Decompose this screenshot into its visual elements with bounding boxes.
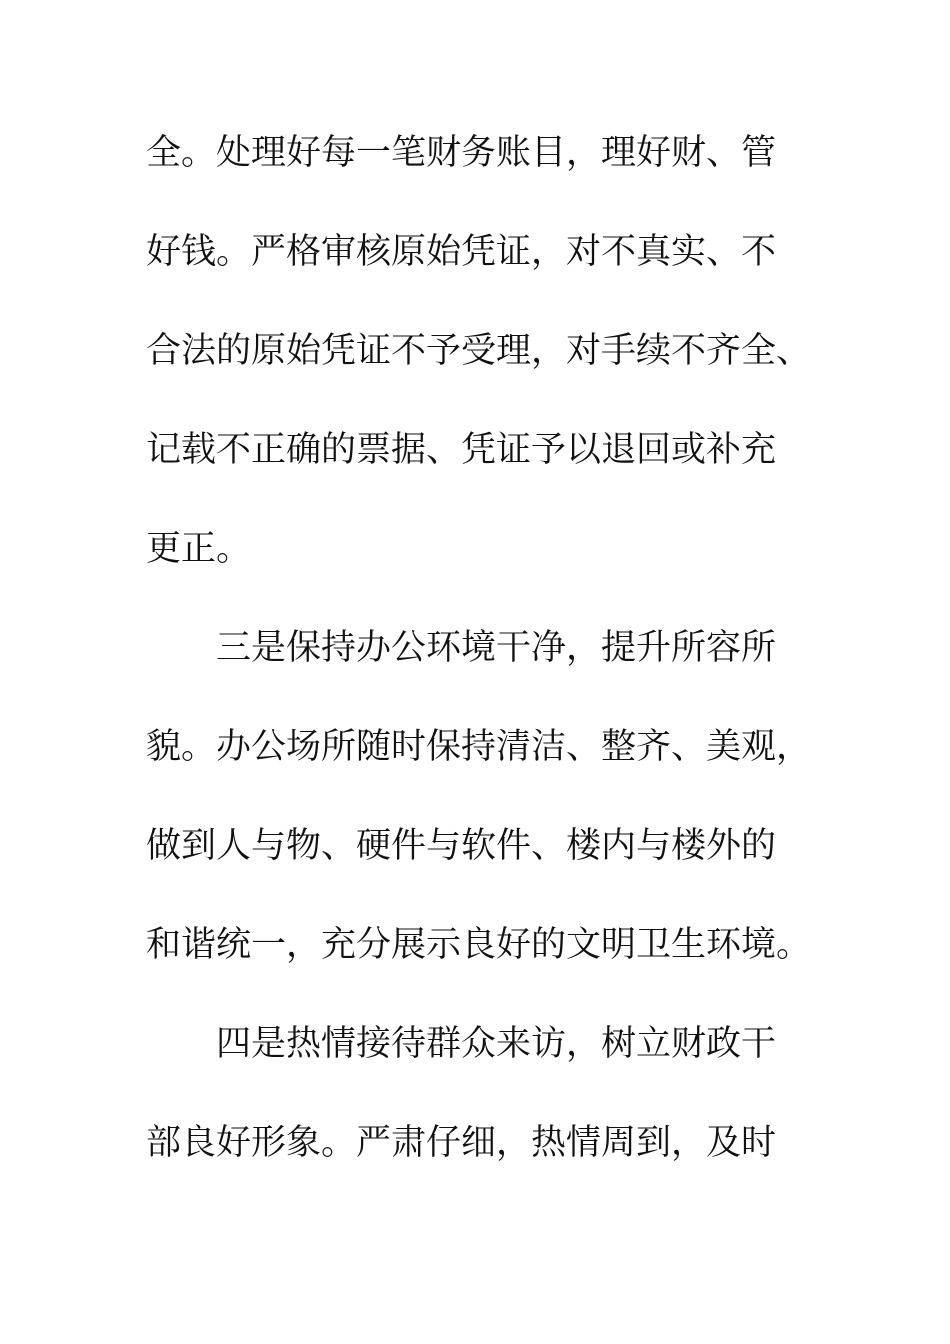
paragraph-start-line: 三是保持办公环境干净，提升所容所 xyxy=(216,628,777,668)
text-line: 更正。 xyxy=(146,529,252,569)
text-line: 好钱。严格审核原始凭证，对不真实、不 xyxy=(146,232,777,272)
paragraph-start-line: 四是热情接待群众来访，树立财政干 xyxy=(216,1024,777,1064)
text-line: 和谐统一，充分展示良好的文明卫生环境。 xyxy=(146,925,812,965)
text-line: 记载不正确的票据、凭证予以退回或补充 xyxy=(146,430,777,470)
text-line: 全。处理好每一笔财务账目，理好财、管 xyxy=(146,133,777,173)
text-line: 貌。办公场所随时保持清洁、整齐、美观， xyxy=(146,727,812,767)
text-line: 部良好形象。严肃仔细，热情周到，及时 xyxy=(146,1123,777,1163)
text-line: 做到人与物、硬件与软件、楼内与楼外的 xyxy=(146,826,777,866)
text-line: 合法的原始凭证不予受理，对手续不齐全、 xyxy=(146,331,812,371)
